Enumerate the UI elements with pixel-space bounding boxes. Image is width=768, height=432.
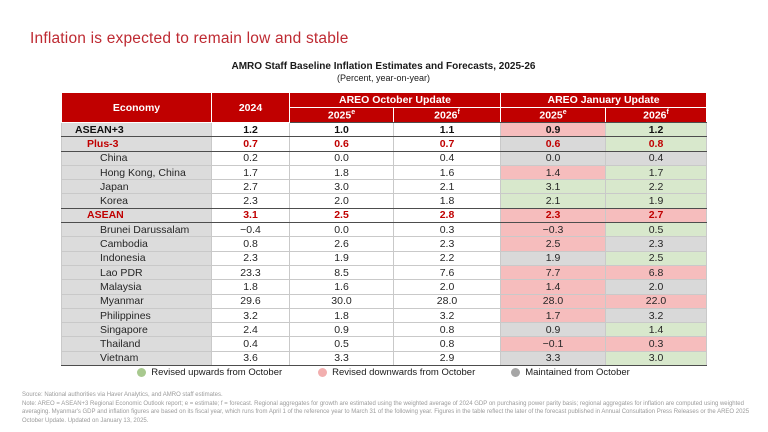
economy-label: Thailand <box>100 338 141 351</box>
header-jan-2025e: 2025e <box>501 108 606 123</box>
economy-label: China <box>100 152 128 165</box>
value-oct-2026f: 1.6 <box>394 165 501 179</box>
economy-label: Lao PDR <box>100 266 143 279</box>
economy-cell <box>62 194 212 208</box>
value-jan-2026f: 2.5 <box>606 251 707 265</box>
value-oct-2025e: 2.6 <box>290 237 394 251</box>
revised-upwards-dot-icon <box>137 368 146 377</box>
table-row <box>62 123 707 137</box>
value-jan-2026f: 1.9 <box>606 194 707 208</box>
value-oct-2026f: 2.0 <box>394 280 501 294</box>
value-jan-2026f: 0.8 <box>606 137 707 151</box>
value-oct-2025e: 8.5 <box>290 265 394 279</box>
economy-cell <box>62 251 212 265</box>
economy-label: Malaysia <box>100 280 142 293</box>
economy-cell <box>62 137 212 151</box>
table-row <box>62 280 707 294</box>
economy-label: Cambodia <box>100 238 148 251</box>
value-oct-2026f: 3.2 <box>394 308 501 322</box>
value-2024: 23.3 <box>212 265 290 279</box>
table-row <box>62 308 707 322</box>
legend-item-maintained <box>511 367 630 378</box>
value-oct-2026f: 1.1 <box>394 123 501 137</box>
economy-label: Brunei Darussalam <box>100 223 190 236</box>
table-row <box>62 237 707 251</box>
economy-cell <box>62 165 212 179</box>
table-body <box>62 123 707 366</box>
economy-cell <box>62 151 212 165</box>
value-jan-2026f: 2.7 <box>606 208 707 222</box>
header-2024: 2024 <box>212 93 290 123</box>
table-row <box>62 165 707 179</box>
economy-cell <box>62 123 212 137</box>
value-oct-2026f: 0.8 <box>394 337 501 351</box>
table-row <box>62 208 707 222</box>
economy-label: ASEAN+3 <box>75 123 124 136</box>
value-oct-2026f: 28.0 <box>394 294 501 308</box>
value-jan-2025e: 0.9 <box>501 323 606 337</box>
table-row <box>62 265 707 279</box>
value-jan-2025e: 28.0 <box>501 294 606 308</box>
economy-cell <box>62 351 212 365</box>
footnotes <box>22 391 752 426</box>
value-oct-2026f: 2.2 <box>394 251 501 265</box>
value-oct-2026f: 2.3 <box>394 237 501 251</box>
value-2024: −0.4 <box>212 223 290 237</box>
table-row <box>62 137 707 151</box>
value-oct-2025e: 1.6 <box>290 280 394 294</box>
economy-label: Indonesia <box>100 252 146 265</box>
economy-label: Plus-3 <box>87 137 119 150</box>
economy-label: Singapore <box>100 323 148 336</box>
value-jan-2025e: 7.7 <box>501 265 606 279</box>
table-row <box>62 251 707 265</box>
value-oct-2026f: 2.1 <box>394 180 501 194</box>
value-2024: 1.8 <box>212 280 290 294</box>
economy-cell <box>62 294 212 308</box>
value-oct-2026f: 2.8 <box>394 208 501 222</box>
value-oct-2026f: 2.9 <box>394 351 501 365</box>
value-jan-2025e: 2.3 <box>501 208 606 222</box>
legend <box>61 367 706 378</box>
value-oct-2025e: 0.9 <box>290 323 394 337</box>
header-economy: Economy <box>62 93 212 123</box>
table-header <box>62 93 707 123</box>
table-title-block <box>61 61 706 83</box>
value-jan-2025e: 1.4 <box>501 165 606 179</box>
value-jan-2025e: 2.1 <box>501 194 606 208</box>
value-jan-2026f: 2.3 <box>606 237 707 251</box>
value-oct-2025e: 0.5 <box>290 337 394 351</box>
value-oct-2026f: 1.8 <box>394 194 501 208</box>
legend-item-revised-downwards <box>318 367 475 378</box>
value-oct-2025e: 1.9 <box>290 251 394 265</box>
value-jan-2026f: 0.3 <box>606 337 707 351</box>
value-2024: 3.2 <box>212 308 290 322</box>
value-jan-2025e: 1.4 <box>501 280 606 294</box>
legend-label: Revised downwards from October <box>332 367 476 378</box>
value-2024: 1.2 <box>212 123 290 137</box>
header-oct-2026f: 2026$^f$ <box>394 108 501 123</box>
value-2024: 0.7 <box>212 137 290 151</box>
economy-cell <box>62 237 212 251</box>
table-row <box>62 180 707 194</box>
value-jan-2026f: 3.2 <box>606 308 707 322</box>
value-2024: 1.7 <box>212 165 290 179</box>
table-row <box>62 223 707 237</box>
value-jan-2026f: 1.7 <box>606 165 707 179</box>
economy-label: Korea <box>100 195 129 208</box>
value-jan-2026f: 0.5 <box>606 223 707 237</box>
methodology-note: Note: AREO = ASEAN+3 Regional Economic Outlook report; e = estimate; f = forecast. Regional aggregates for growth are estimated using the weighted average of 2024 GDP on purchasing power parity basis; regional aggregates for inflation are computed using weighted averaging. Myanmar's GDP and inflation figures are based on its fiscal year, which runs from April 1 of the reference year to March 31 of the following year. Figures in the table reflect the later of the forecast published in Annual Consultation Press Releases or the AREO 2025 October Update. Updated on January 13, 2025. <box>22 400 750 425</box>
value-2024: 3.6 <box>212 351 290 365</box>
value-jan-2025e: −0.3 <box>501 223 606 237</box>
page-title: Inflation is expected to remain low and stable <box>30 30 349 47</box>
value-2024: 2.4 <box>212 323 290 337</box>
source-note: Source: National authorities via Haver Analytics, and AMRO staff estimates. <box>22 392 223 398</box>
value-jan-2026f: 3.0 <box>606 351 707 365</box>
header-areo-october-update: AREO October Update <box>290 93 501 108</box>
value-oct-2025e: 0.0 <box>290 151 394 165</box>
economy-label: Philippines <box>100 309 151 322</box>
value-oct-2026f: 0.4 <box>394 151 501 165</box>
value-jan-2025e: 1.7 <box>501 308 606 322</box>
table-row <box>62 337 707 351</box>
economy-cell <box>62 180 212 194</box>
inflation-table <box>61 92 707 366</box>
economy-label: Vietnam <box>100 352 139 365</box>
table-row <box>62 151 707 165</box>
economy-cell <box>62 308 212 322</box>
table-row <box>62 323 707 337</box>
value-2024: 0.8 <box>212 237 290 251</box>
value-oct-2025e: 1.8 <box>290 308 394 322</box>
value-2024: 29.6 <box>212 294 290 308</box>
value-oct-2025e: 0.0 <box>290 223 394 237</box>
value-jan-2025e: 1.9 <box>501 251 606 265</box>
value-jan-2025e: 0.9 <box>501 123 606 137</box>
value-jan-2025e: 3.3 <box>501 351 606 365</box>
economy-cell <box>62 323 212 337</box>
legend-item-revised-upwards <box>137 367 282 378</box>
value-oct-2025e: 3.0 <box>290 180 394 194</box>
value-jan-2026f: 2.2 <box>606 180 707 194</box>
economy-cell <box>62 265 212 279</box>
header-areo-january-update: AREO January Update <box>501 93 707 108</box>
value-oct-2025e: 2.0 <box>290 194 394 208</box>
table-row <box>62 294 707 308</box>
table-row <box>62 194 707 208</box>
value-2024: 2.7 <box>212 180 290 194</box>
value-oct-2025e: 30.0 <box>290 294 394 308</box>
value-2024: 0.4 <box>212 337 290 351</box>
value-2024: 2.3 <box>212 251 290 265</box>
table-row <box>62 351 707 365</box>
economy-label: Hong Kong, China <box>100 166 186 179</box>
legend-label: Maintained from October <box>525 367 630 378</box>
header-row-groups <box>62 93 707 108</box>
value-oct-2026f: 0.3 <box>394 223 501 237</box>
economy-cell <box>62 280 212 294</box>
value-oct-2025e: 0.6 <box>290 137 394 151</box>
economy-label: Japan <box>100 180 129 193</box>
maintained-dot-icon <box>511 368 520 377</box>
value-2024: 3.1 <box>212 208 290 222</box>
value-2024: 2.3 <box>212 194 290 208</box>
value-2024: 0.2 <box>212 151 290 165</box>
value-oct-2026f: 7.6 <box>394 265 501 279</box>
value-jan-2025e: 2.5 <box>501 237 606 251</box>
value-jan-2026f: 22.0 <box>606 294 707 308</box>
value-jan-2025e: −0.1 <box>501 337 606 351</box>
value-oct-2025e: 2.5 <box>290 208 394 222</box>
value-jan-2025e: 0.6 <box>501 137 606 151</box>
value-jan-2026f: 1.2 <box>606 123 707 137</box>
value-jan-2026f: 0.4 <box>606 151 707 165</box>
table-title: AMRO Staff Baseline Inflation Estimates and Forecasts, 2025-26 <box>231 61 536 72</box>
header-jan-2026f: 2026$^f$ <box>606 108 707 123</box>
revised-downwards-dot-icon <box>318 368 327 377</box>
value-oct-2025e: 3.3 <box>290 351 394 365</box>
value-jan-2025e: 3.1 <box>501 180 606 194</box>
value-oct-2026f: 0.7 <box>394 137 501 151</box>
economy-label: Myanmar <box>100 295 144 308</box>
value-oct-2026f: 0.8 <box>394 323 501 337</box>
value-jan-2026f: 2.0 <box>606 280 707 294</box>
legend-label: Revised upwards from October <box>151 367 283 378</box>
value-jan-2026f: 1.4 <box>606 323 707 337</box>
table-subtitle: (Percent, year-on-year) <box>336 73 431 83</box>
economy-cell <box>62 337 212 351</box>
value-jan-2026f: 6.8 <box>606 265 707 279</box>
header-oct-2025e: 2025e <box>290 108 394 123</box>
value-oct-2025e: 1.8 <box>290 165 394 179</box>
value-oct-2025e: 1.0 <box>290 123 394 137</box>
economy-cell <box>62 223 212 237</box>
economy-cell <box>62 208 212 222</box>
economy-label: ASEAN <box>87 209 124 222</box>
value-jan-2025e: 0.0 <box>501 151 606 165</box>
